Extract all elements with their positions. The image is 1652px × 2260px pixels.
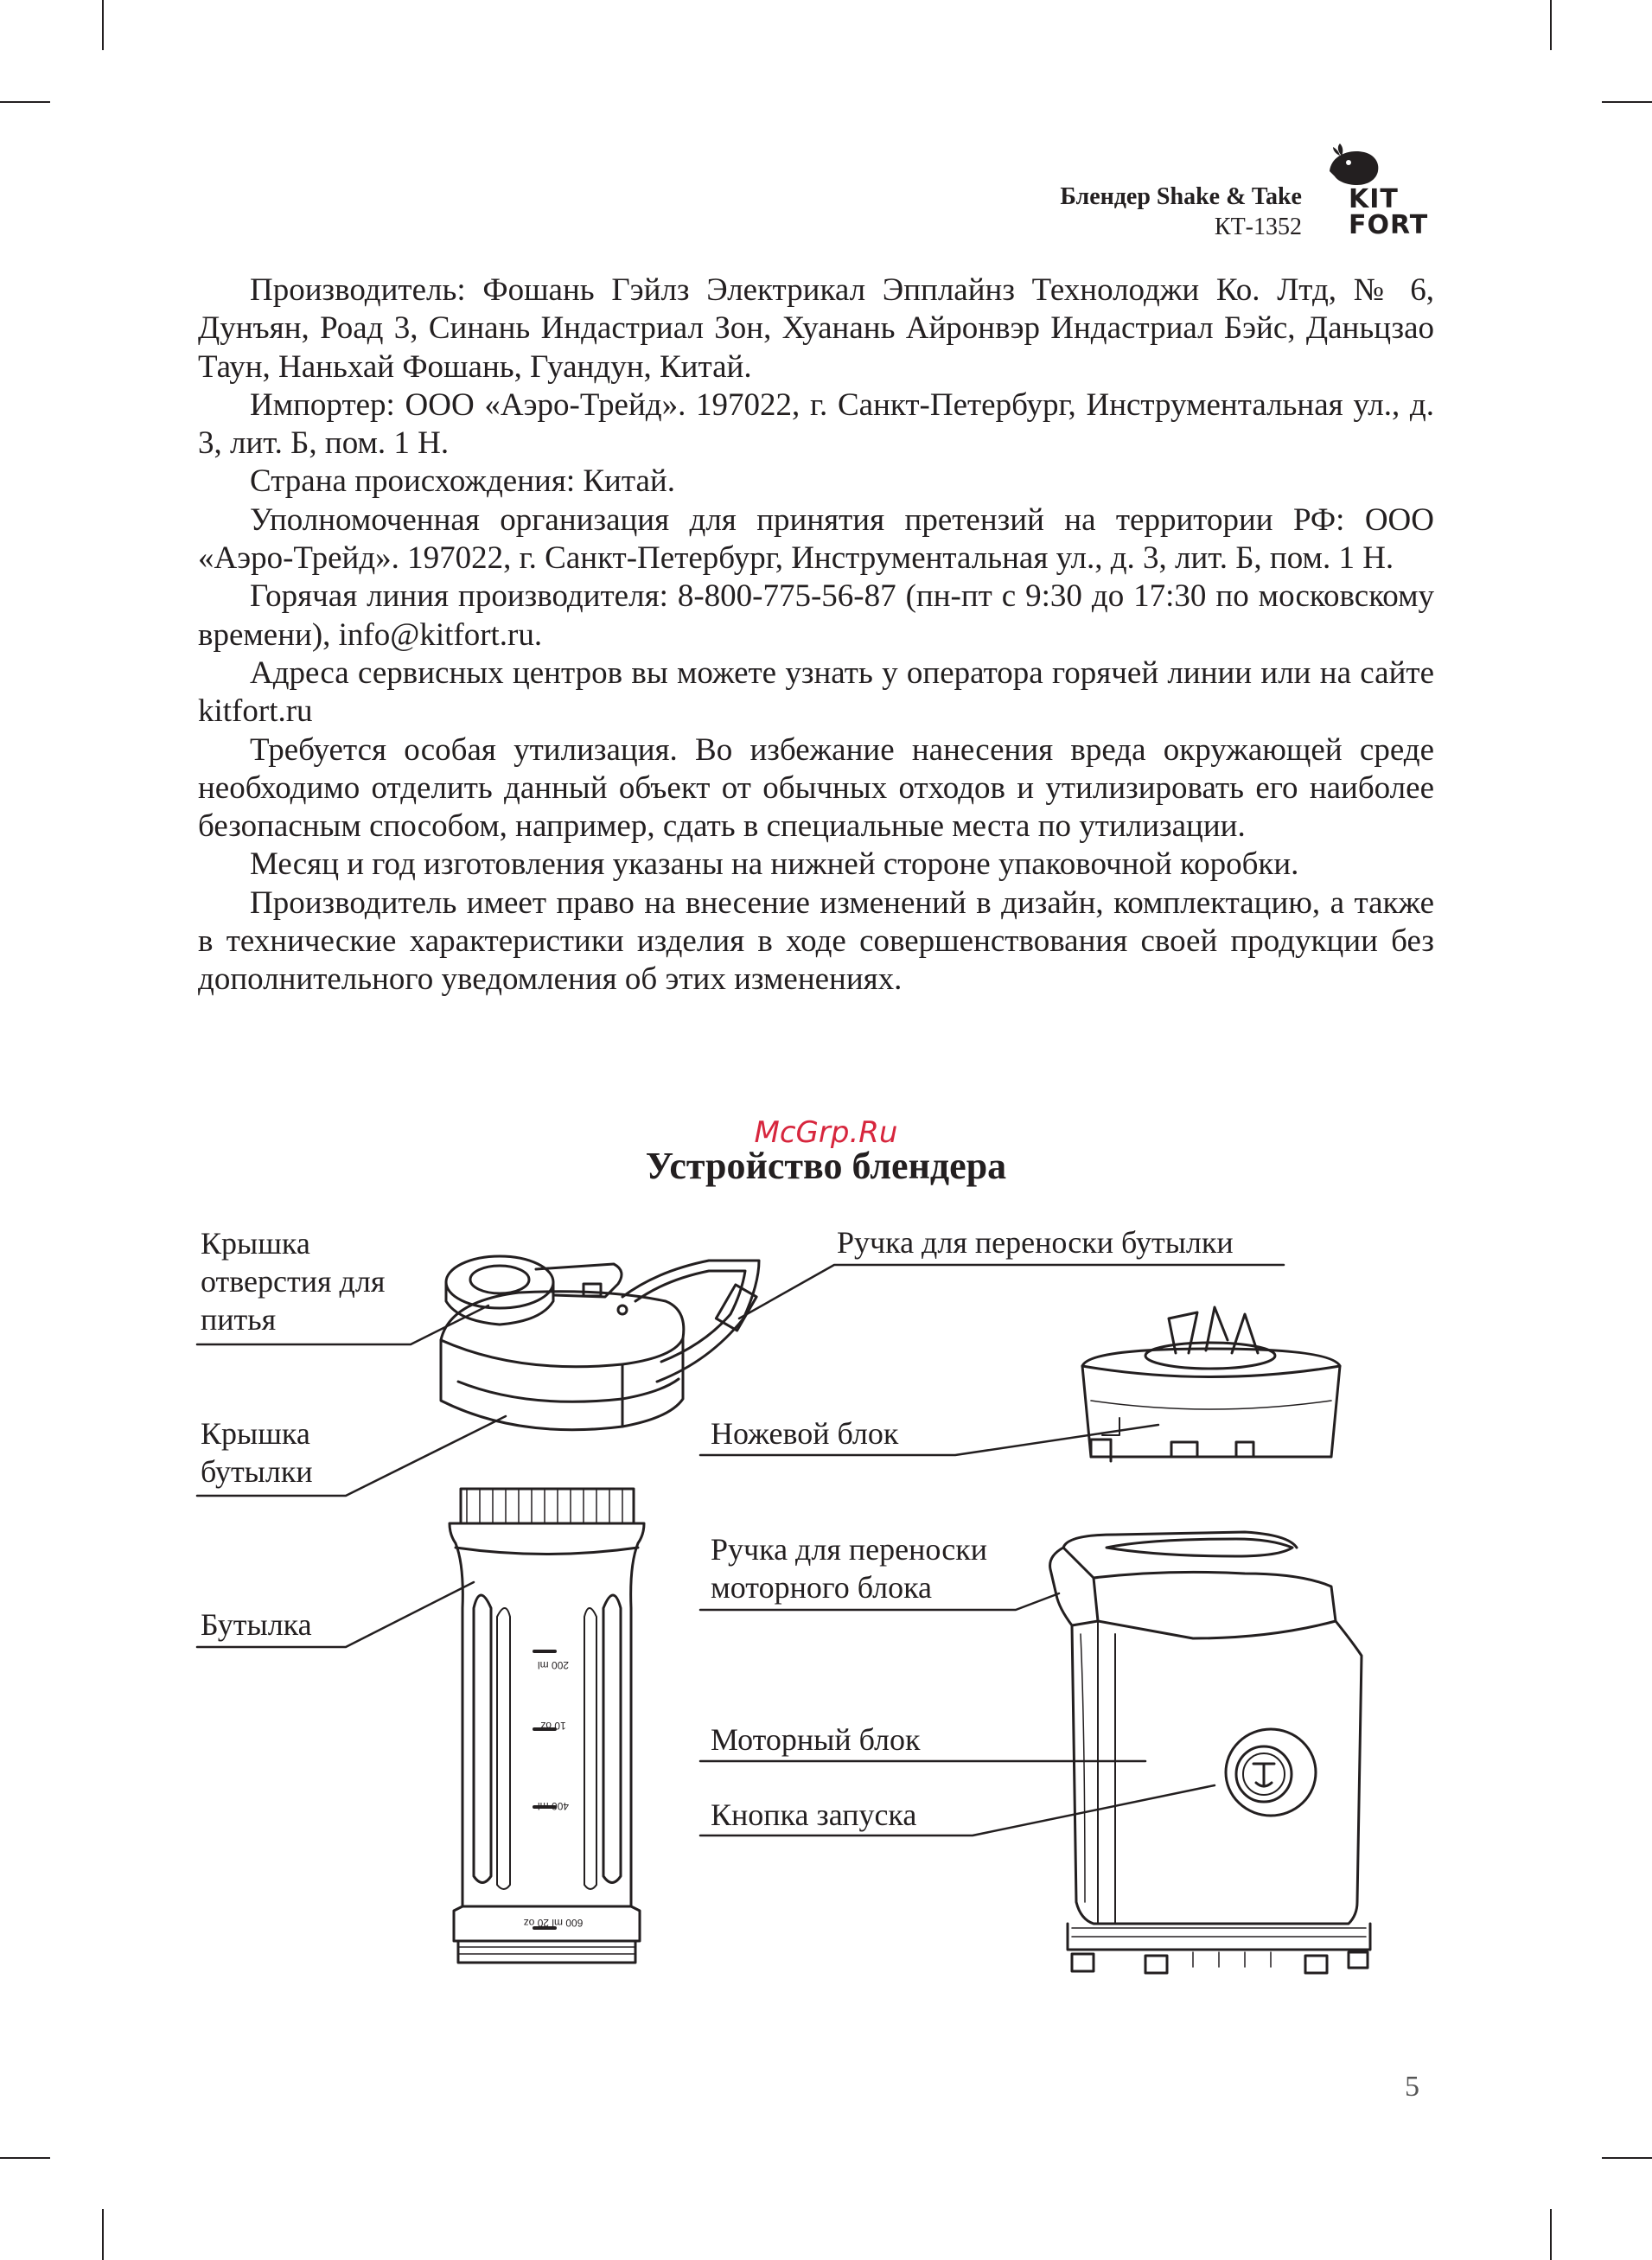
motor-unit-drawing [1050, 1532, 1370, 1973]
marking-10oz: 10 oz [540, 1720, 566, 1732]
label-motor-handle-line1: Ручка для переноски [711, 1532, 988, 1567]
paragraph-origin: Страна происхождения: Китай. [250, 463, 675, 500]
paragraph-importer: Импортер: ООО «Аэро-Трейд». 197022, г. Санкт-Петербург, Инструментальная ул., д. 3, лит. Б, пом. 1 Н. [198, 386, 1434, 462]
marking-600ml: 600 ml 20 oz [523, 1917, 584, 1929]
label-drink-lid-line3: питья [201, 1302, 277, 1337]
label-start-button: Кнопка запуска [711, 1797, 917, 1832]
label-motor-handle [711, 1530, 987, 1606]
label-bottle: Бутылка [201, 1607, 312, 1642]
bottle-volume-markings [524, 1659, 584, 1929]
label-drink-lid-line1: Крышка [201, 1226, 310, 1261]
label-bottle-handle: Ручка для переноски бутылки [837, 1225, 1234, 1260]
paragraph-manufacturer: Производитель: Фошань Гэйлз Электрикал Эпплайнз Технолоджи Ко. Лтд, № 6, Дунъян, Роад 3, Синань Индастриал Зон, Хуанань Айронвэр Индастриал Бэйс, Даньцзао Таун, Наньхай Фошань, Гуандун, Китай. [198, 272, 1434, 385]
header-model-number: КТ-1352 [1214, 214, 1302, 240]
label-bottle-lid-line1: Крышка [201, 1416, 310, 1451]
label-blade-unit: Ножевой блок [711, 1416, 899, 1451]
label-bottle-lid [201, 1414, 313, 1491]
paragraph-disposal: Требуется особая утилизация. Во избежание нанесения вреда окружающей среде необходимо отделить данный объект от обычных отходов и утилизировать его наиболее безопасным способом, например, сдать в специальные места по утилизации. [198, 731, 1434, 845]
paragraph-hotline: Горячая линия производителя: 8-800-775-56-87 (пн-пт с 9:30 до 17:30 по московскому времени), info@kitfort.ru. [198, 578, 1434, 653]
paragraph-authorized-org: Уполномоченная организация для принятия претензий на территории РФ: ООО «Аэро-Трейд». 197022, г. Санкт-Петербург, Инструментальная ул., д. 3, лит. Б, пом. 1 Н. [198, 501, 1434, 577]
marking-200ml: 200 ml [537, 1659, 570, 1671]
paragraph-service-centers: Адреса сервисных центров вы можете узнать у оператора горячей линии или на сайте kitfort.ru [198, 654, 1434, 730]
label-bottle-lid-line2: бутылки [201, 1454, 313, 1489]
page-number: 5 [1405, 2071, 1419, 2103]
header-product-title: Блендер Shake & Take [1060, 183, 1302, 210]
label-drink-lid-line2: отверстия для [201, 1264, 386, 1299]
section-title: Устройство блендера [645, 1145, 1007, 1187]
label-drink-lid [201, 1224, 385, 1338]
marking-400ml: 400 ml [537, 1800, 570, 1812]
bottle-drawing [450, 1489, 644, 1963]
label-motor-unit: Моторный блок [711, 1722, 921, 1757]
paragraph-changes: Производитель имеет право на внесение изменений в дизайн, комплектацию, а также в технические характеристики изделия в ходе совершенствования своей продукции без дополнительного уведомления об этих изменениях. [198, 884, 1434, 998]
paragraph-manufacture-date: Месяц и год изготовления указаны на нижней стороне упаковочной коробки. [250, 846, 1299, 883]
bottle-handle-drawing [622, 1261, 759, 1382]
logo-line-kit: KIT [1349, 184, 1399, 214]
logo-line-fort: FORT [1349, 210, 1429, 240]
blade-unit-drawing [1082, 1307, 1340, 1461]
label-motor-handle-line2: моторного блока [711, 1570, 933, 1605]
watermark-link[interactable]: McGrp.Ru [754, 1115, 898, 1150]
